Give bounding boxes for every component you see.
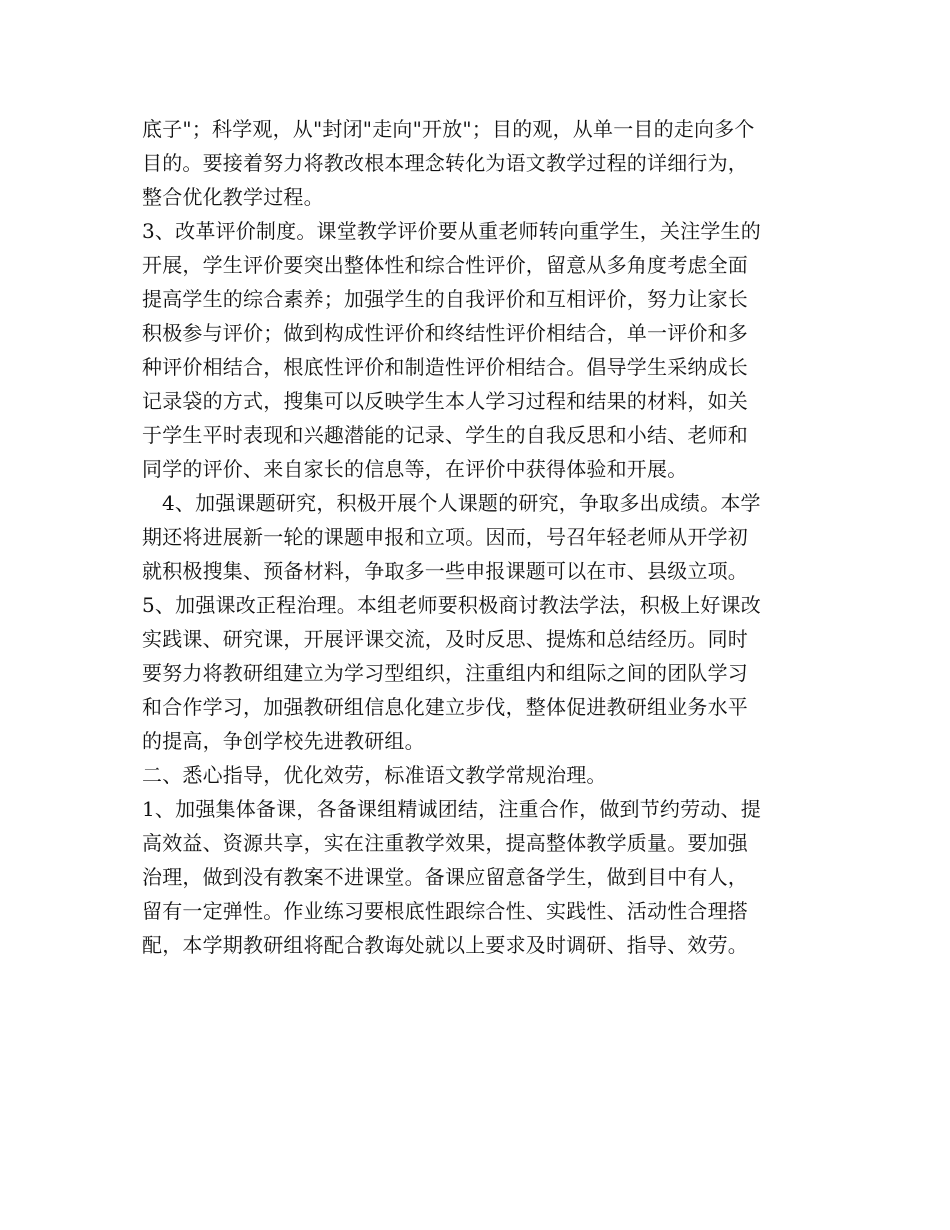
text-line: 就积极搜集、预备材料，争取多一些申报课题可以在市、县级立项。	[142, 559, 748, 583]
body-text	[142, 112, 822, 962]
text-line: 于学生平时表现和兴趣潜能的记录、学生的自我反思和小结、老师和	[142, 423, 748, 447]
text-line: 3、改革评价制度。课堂教学评价要从重老师转向重学生，关注学生的	[142, 219, 761, 243]
text-line: 和合作学习，加强教研组信息化建立步伐，整体促进教研组业务水平	[142, 695, 748, 719]
text-line: 同学的评价、来自家长的信息等，在评价中获得体验和开展。	[142, 457, 688, 481]
text-line: 的提高，争创学校先进教研组。	[142, 729, 425, 753]
text-line: 种评价相结合，根底性评价和制造性评价相结合。倡导学生采纳成长	[142, 355, 748, 379]
text-line: 留有一定弹性。作业练习要根底性跟综合性、实践性、活动性合理搭	[142, 899, 748, 923]
text-line: 目的。要接着努力将教改根本理念转化为语文教学过程的详细行为，	[142, 151, 748, 175]
section-heading: 二、悉心指导，优化效劳，标准语文教学常规治理。	[142, 763, 607, 787]
text-line: 提高学生的综合素养；加强学生的自我评价和互相评价，努力让家长	[142, 287, 748, 311]
text-line: 积极参与评价；做到构成性评价和终结性评价相结合，单一评价和多	[142, 321, 748, 345]
text-line: 治理，做到没有教案不进课堂。备课应留意备学生，做到目中有人，	[142, 865, 748, 889]
text-line: 底子"；科学观，从"封闭"走向"开放"；目的观，从单一目的走向多个	[142, 117, 755, 141]
text-line: 要努力将教研组建立为学习型组织，注重组内和组际之间的团队学习	[142, 661, 748, 685]
text-line: 4、加强课题研究，积极开展个人课题的研究，争取多出成绩。本学	[162, 491, 761, 515]
text-line: 5、加强课改正程治理。本组老师要积极商讨教法学法，积极上好课改	[142, 593, 761, 617]
text-line: 1、加强集体备课，各备课组精诚团结，注重合作，做到节约劳动、提	[142, 797, 761, 821]
text-line: 整合优化教学过程。	[142, 185, 324, 209]
text-line: 配，本学期教研组将配合教诲处就以上要求及时调研、指导、效劳。	[142, 933, 748, 957]
text-line: 开展，学生评价要突出整体性和综合性评价，留意从多角度考虑全面	[142, 253, 748, 277]
text-line: 记录袋的方式，搜集可以反映学生本人学习过程和结果的材料，如关	[142, 389, 748, 413]
text-line: 期还将进展新一轮的课题申报和立项。因而，号召年轻老师从开学初	[142, 525, 748, 549]
text-line: 高效益、资源共享，实在注重教学效果，提高整体教学质量。要加强	[142, 831, 748, 855]
text-line: 实践课、研究课，开展评课交流，及时反思、提炼和总结经历。同时	[142, 627, 748, 651]
